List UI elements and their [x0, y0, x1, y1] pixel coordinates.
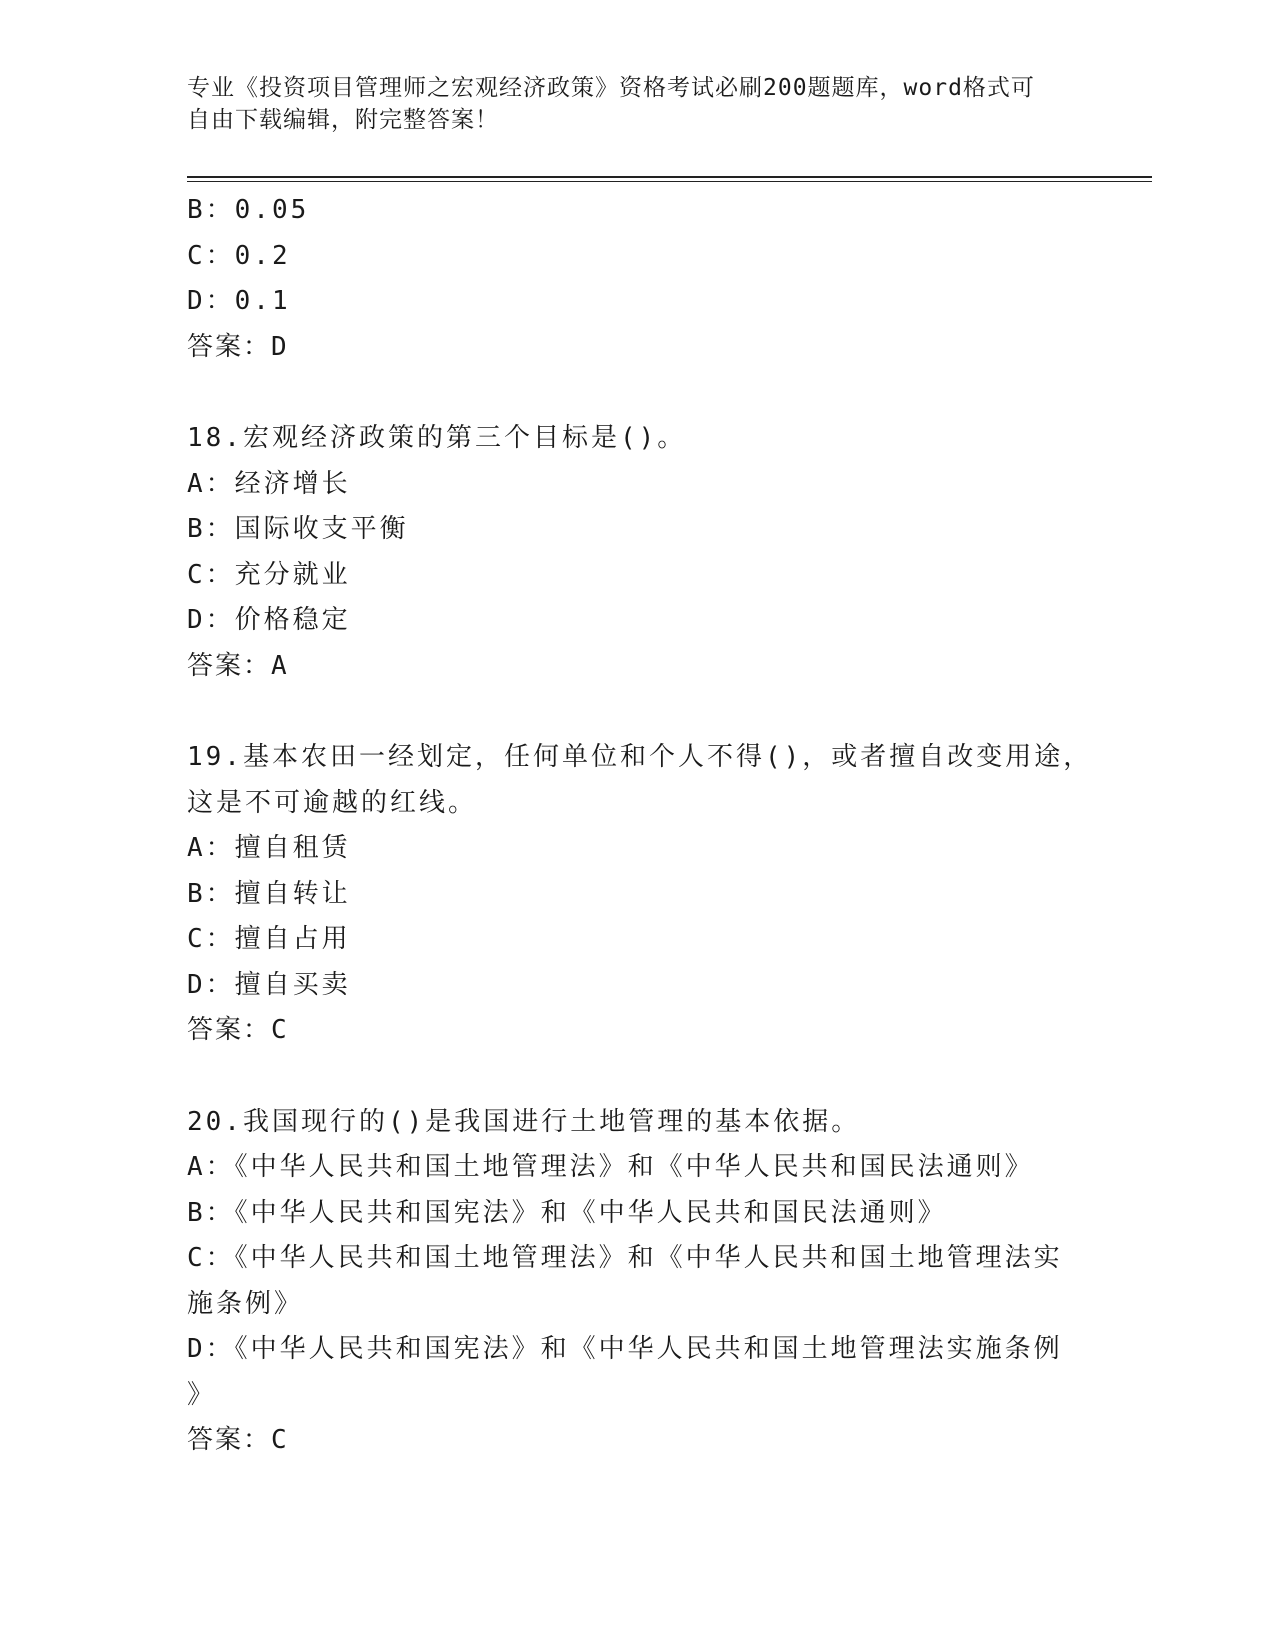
question-text: 18.宏观经济政策的第三个目标是()。 — [187, 423, 687, 453]
option-c: C：充分就业 — [187, 559, 351, 590]
option-d-line-2: 》 — [187, 1379, 217, 1410]
header-line-2: 自由下载编辑，附完整答案！ — [187, 107, 499, 133]
option-c: C：0.2 — [187, 240, 291, 271]
option-b: B：国际收支平衡 — [187, 514, 409, 544]
question-text-line-2: 这是不可逾越的红线。 — [187, 787, 478, 818]
option-d-line-1: D：《中华人民共和国宪法》和《中华人民共和国土地管理法实施条例 — [187, 1334, 1063, 1364]
header-divider-thin — [187, 181, 1152, 182]
option-d: D：擅自买卖 — [187, 969, 351, 1000]
answer: 答案：C — [187, 1015, 289, 1045]
spacer — [187, 689, 1087, 735]
option-d: D：价格稳定 — [187, 605, 351, 635]
page-header — [187, 72, 1067, 136]
question-text-line-1: 19.基本农田一经划定，任何单位和个人不得()，或者擅自改变用途， — [187, 742, 1093, 772]
option-a: A：《中华人民共和国土地管理法》和《中华人民共和国民法通则》 — [187, 1152, 1034, 1182]
option-b: B：擅自转让 — [187, 878, 351, 909]
option-b: B：0.05 — [187, 195, 310, 225]
question-text: 20.我国现行的()是我国进行土地管理的基本依据。 — [187, 1106, 861, 1137]
question-17-remainder — [187, 188, 1087, 370]
option-a: A：擅自租赁 — [187, 833, 351, 863]
question-list — [187, 188, 1093, 1464]
answer: 答案：C — [187, 1425, 289, 1455]
question-19 — [187, 735, 1093, 1054]
option-c: C：擅自占用 — [187, 924, 351, 954]
option-d: D：0.1 — [187, 286, 291, 316]
header-line-1: 专业《投资项目管理师之宏观经济政策》资格考试必刷200题题库，word格式可 — [187, 75, 1035, 101]
option-c-line-2: 施条例》 — [187, 1288, 304, 1319]
answer: 答案：A — [187, 650, 289, 681]
option-b: B：《中华人民共和国宪法》和《中华人民共和国民法通则》 — [187, 1197, 947, 1228]
option-c-line-1: C：《中华人民共和国土地管理法》和《中华人民共和国土地管理法实 — [187, 1243, 1063, 1273]
question-20 — [187, 1100, 1087, 1464]
spacer — [187, 370, 1087, 416]
option-a: A：经济增长 — [187, 468, 351, 499]
question-18 — [187, 416, 1087, 689]
header-divider-thick — [187, 176, 1152, 178]
spacer — [187, 1054, 1087, 1100]
answer: 答案：D — [187, 331, 289, 362]
